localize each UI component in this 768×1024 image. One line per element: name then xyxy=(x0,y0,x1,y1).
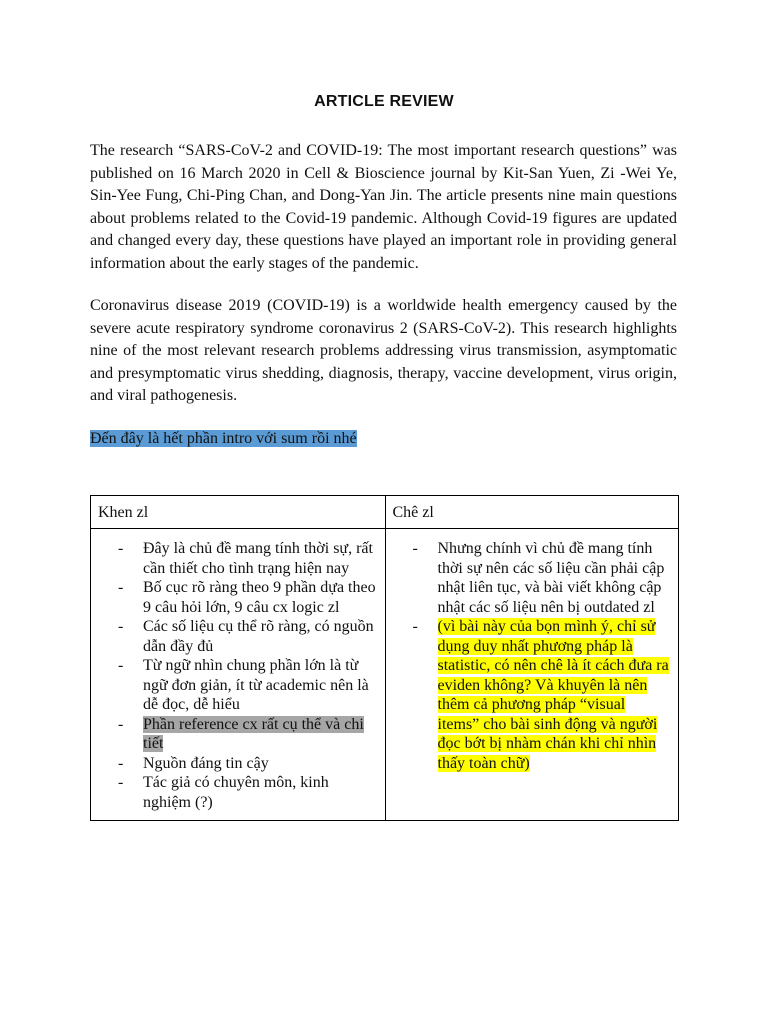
bullet-dash: - xyxy=(118,657,124,674)
list-item xyxy=(386,617,671,773)
bullet-dash: - xyxy=(412,540,418,557)
highlighted-note xyxy=(90,428,357,450)
bullet-dash: - xyxy=(118,774,124,791)
list-item xyxy=(91,715,377,754)
bullet-dash: - xyxy=(118,618,124,635)
list-item: - Từ ngữ nhìn chung phần lớn là từ ngữ đơn giản, ít từ academic nên là dễ đọc, dễ hiểu xyxy=(118,657,369,713)
paragraph-intro: The research “SARS-CoV-2 and COVID-19: The most important research questions” was published on 16 March 2020 in Cell & Bioscience journal by Kit-San Yuen, Zi -Wei Ye, Sin-Yee Fung, Chi-Ping Chan, and Dong-Yan Jin. The article presents nine main questions about problems related to the Covid-19 pandemic. Although Covid-19 figures are updated and changed every day, these questions have played an important role in providing general information about the early stages of the pandemic. xyxy=(90,142,677,272)
header-cons: Chê zl xyxy=(385,496,679,529)
list-item: - Tác giả có chuyên môn, kinh nghiệm (?) xyxy=(118,774,329,811)
page-title: ARTICLE REVIEW xyxy=(314,93,454,110)
list-item: - Nguồn đáng tin cậy xyxy=(118,754,269,772)
list-item: - Các số liệu cụ thể rõ ràng, có nguồn dẫn đầy đủ xyxy=(118,618,374,655)
cons-list xyxy=(386,529,679,781)
bullet-dash: - xyxy=(118,540,124,557)
list-item: - Nhưng chính vì chủ đề mang tính thời sự nên các số liệu cần phải cập nhật liên tục, và bài viết không cập nhật các số liệu nên bị outdated zl xyxy=(412,540,665,616)
table-header-row xyxy=(91,496,679,529)
bullet-dash: - xyxy=(118,715,124,733)
bullet-dash: - xyxy=(118,579,124,596)
pros-list xyxy=(91,529,385,820)
pros-cell xyxy=(91,529,386,821)
cons-cell xyxy=(385,529,679,821)
yellow-highlighted-text: (vì bài này của bọn mình ý, chỉ sử dụng duy nhất phương pháp là statistic, có nên chê là ít cách đưa ra eviden không? Và khuyên là nên thêm cả phương pháp “visual items” cho bài sinh động và người đọc bớt bị nhàm chán khi chỉ nhìn thấy toàn chữ) xyxy=(437,618,669,772)
gray-highlighted-text: Phần reference cx rất cụ thể và chi tiết xyxy=(143,715,364,752)
table-body-row xyxy=(91,529,679,821)
paragraph-summary: Coronavirus disease 2019 (COVID-19) is a worldwide health emergency caused by the severe acute respiratory syndrome coronavirus 2 (SARS-CoV-2). This research highlights nine of the most relevant research problems addressing virus transmission, asymptomatic and presymptomatic virus shedding, diagnosis, therapy, vaccine development, virus origin, and viral pathogenesis. xyxy=(90,297,677,404)
highlighted-note-text: Đến đây là hết phần intro với sum rồi nhé xyxy=(90,430,357,447)
review-table xyxy=(90,495,679,821)
bullet-dash: - xyxy=(118,754,124,772)
header-pros: Khen zl xyxy=(91,496,386,529)
list-item: - Đây là chủ đề mang tính thời sự, rất cần thiết cho tình trạng hiện nay xyxy=(118,540,373,577)
list-item: - Bố cục rõ ràng theo 9 phần dựa theo 9 câu hỏi lớn, 9 câu cx logic zl xyxy=(118,579,376,616)
bullet-dash: - xyxy=(412,618,418,635)
